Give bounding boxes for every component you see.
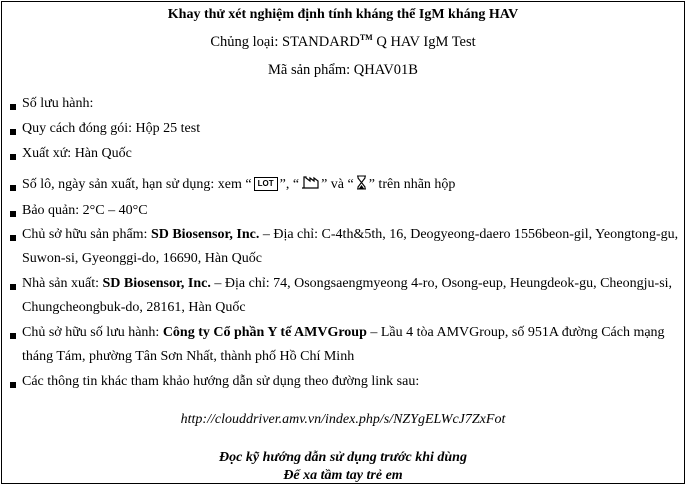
reg-owner-address: – Lầu 4 tòa AMVGroup, số 951A đường Cách mạng tháng Tám, phường Tân Sơn Nhất, thành phố Hồ Chí Minh bbox=[22, 325, 665, 364]
product-name: Q HAV IgM Test bbox=[372, 33, 476, 50]
read-manual-note: Đọc kỹ hướng dẫn sử dụng trước khi dùng bbox=[219, 450, 467, 465]
product-type-line bbox=[2, 33, 684, 51]
owner-address: – Địa chỉ: C-4th&5th, 16, Deogyeong-daero 1556beon-gil, Yeongtong-gu, Suwon-si, Gyeonggi-do, 16690, Hàn Quốc bbox=[22, 227, 679, 266]
other-info-text: Các thông tin khác tham khảo hướng dẫn sử dụng theo đường link sau: bbox=[22, 374, 420, 389]
bullet-icon bbox=[10, 129, 16, 135]
reg-owner-label: Chủ sở hữu số lưu hành: bbox=[22, 325, 163, 340]
bullet-icon bbox=[10, 185, 16, 191]
bullet-icon bbox=[10, 154, 16, 160]
packaging-text: Quy cách đóng gói: Hộp 25 test bbox=[22, 121, 201, 136]
storage-text: Bảo quản: 2°C – 40°C bbox=[22, 203, 148, 218]
bullet-icon bbox=[10, 235, 16, 241]
lot-text-pre: Số lô, ngày sản xuất, hạn sử dụng: xem “ bbox=[22, 177, 252, 192]
bullet-icon bbox=[10, 104, 16, 110]
lot-text-mid1: ”, “ bbox=[279, 177, 300, 192]
lot-text-mid2: ” và “ bbox=[321, 177, 354, 192]
manufacture-date-icon bbox=[301, 176, 319, 189]
product-code: Mã sản phẩm: QHAV01B bbox=[268, 62, 418, 78]
trademark-mark: TM bbox=[359, 33, 373, 42]
label-document bbox=[1, 1, 685, 484]
lot-symbol-icon: LOT bbox=[254, 177, 278, 191]
origin-text: Xuất xứ: Hàn Quốc bbox=[22, 146, 132, 161]
manufacturer-company: SD Biosensor, Inc. bbox=[102, 276, 211, 291]
keep-away-note: Để xa tầm tay trẻ em bbox=[283, 468, 403, 483]
reg-owner-text bbox=[22, 321, 684, 369]
lot-text bbox=[22, 173, 455, 197]
manufacturer-label: Nhà sản xuất: bbox=[22, 276, 103, 291]
owner-company: SD Biosensor, Inc. bbox=[150, 227, 260, 242]
bullet-icon bbox=[10, 333, 16, 339]
bullet-icon bbox=[10, 211, 16, 217]
owner-text bbox=[22, 223, 684, 271]
manufacturer-address: – Địa chỉ: 74, Osongsaengmyeong 4-ro, Osong-eup, Heungdeok-gu, Cheongju-si, Chungcheongbuk-do, 28161, Hàn Quốc bbox=[22, 276, 673, 315]
reg-owner-company: Công ty Cổ phần Y tế AMVGroup bbox=[162, 325, 367, 340]
owner-label: Chủ sở hữu sản phẩm: bbox=[22, 227, 151, 242]
lot-text-post: ” trên nhãn hộp bbox=[368, 177, 456, 192]
bullet-icon bbox=[10, 284, 16, 290]
brand-name: STANDARD bbox=[282, 33, 360, 50]
type-label: Chủng loại: bbox=[210, 33, 283, 50]
manual-link[interactable]: http://clouddriver.amv.vn/index.php/s/NZYgELWcJ7ZxFot bbox=[180, 412, 506, 427]
document-title: Khay thử xét nghiệm định tính kháng thể IgM kháng HAV bbox=[167, 7, 519, 22]
hourglass-expiry-icon bbox=[356, 175, 367, 190]
bullet-icon bbox=[10, 382, 16, 388]
manufacturer-text bbox=[22, 272, 684, 320]
reg-no-text: Số lưu hành: bbox=[22, 96, 94, 111]
